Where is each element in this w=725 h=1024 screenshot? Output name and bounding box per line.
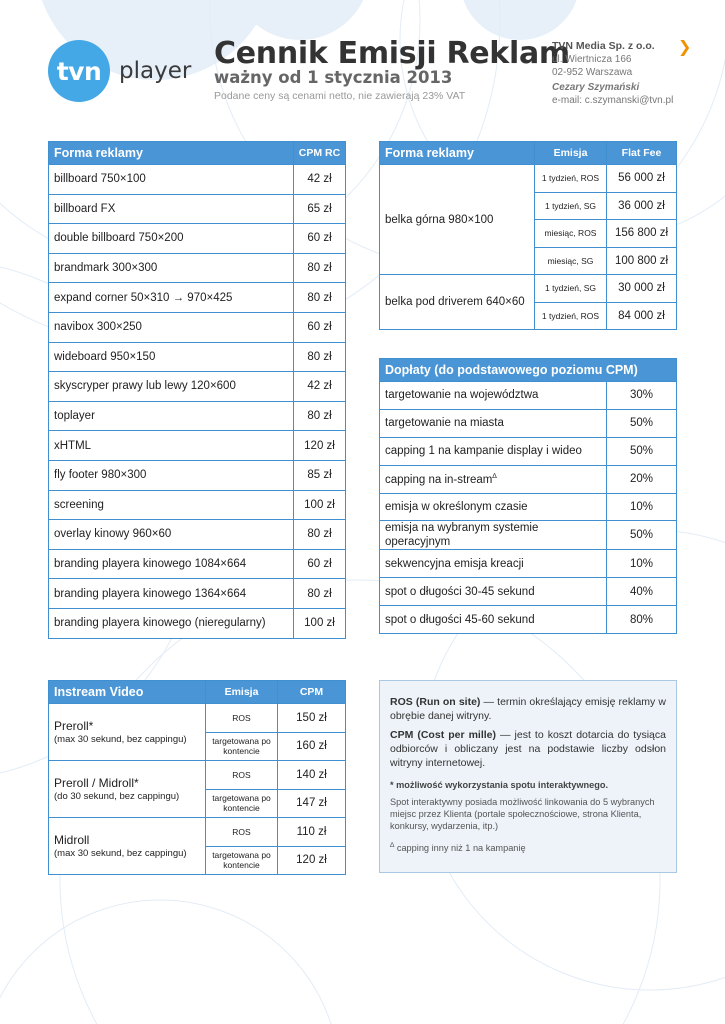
surcharge-name-cell <box>380 382 607 410</box>
cpm-price-cell: 65 zł <box>294 194 346 224</box>
table-row <box>380 465 677 493</box>
logo-product-name: player <box>119 58 192 84</box>
surcharge-name-cell <box>380 578 607 606</box>
instream-video-table <box>48 680 346 875</box>
cpm-price-cell: 80 zł <box>294 342 346 372</box>
surcharge-name: capping 1 na kampanie display i wideo <box>385 445 582 458</box>
form-name-cell: branding playera kinowego 1364×664 <box>49 579 294 609</box>
table-row <box>49 283 346 313</box>
cpm-price-cell: 100 zł <box>294 490 346 520</box>
form-name-cell: screening <box>49 490 294 520</box>
company-city: 02-952 Warszawa <box>552 67 633 78</box>
form-name-cell: branding playera kinowego 1084×664 <box>49 549 294 579</box>
surcharge-value-cell: 50% <box>607 521 677 550</box>
cpm-price-cell: 42 zł <box>294 165 346 195</box>
form-name-cell: overlay kinowy 960×60 <box>49 520 294 550</box>
form-name-cell: wideboard 950×150 <box>49 342 294 372</box>
surcharge-table <box>379 358 677 634</box>
video-format-cell <box>49 761 206 818</box>
cpm-price-cell: 60 zł <box>294 549 346 579</box>
column-header-form: Forma reklamy <box>380 142 535 165</box>
emisja-cell: 1 tydzień, ROS <box>535 165 607 193</box>
ros-definition <box>390 695 666 723</box>
table-row <box>380 550 677 578</box>
table-row <box>49 372 346 402</box>
surcharge-name: emisja na wybranym systemie operacyjnym <box>385 522 539 549</box>
table-row <box>380 409 677 437</box>
interactive-spot-note-text: Spot interaktywny posiada możliwość linkowania do 5 wybranych miejsc przez Klienta (portale społecznościowe, strona Klienta, konkursy, wydarzenia, itp.) <box>390 797 655 831</box>
table-row <box>49 165 346 195</box>
contact-email[interactable]: e-mail: c.szymanski@tvn.pl <box>552 95 674 106</box>
cpm-price-cell: 150 zł <box>278 704 346 733</box>
delta-symbol: ∆ <box>390 842 395 849</box>
table-row <box>49 431 346 461</box>
form-name-cell: billboard 750×100 <box>49 165 294 195</box>
company-name: TVN Media Sp. z o.o. <box>552 40 655 52</box>
table-row <box>49 818 346 847</box>
table-row <box>380 606 677 634</box>
emisja-cell: 1 tydzień, SG <box>535 275 607 303</box>
contact-name: Cezary Szymański <box>552 82 640 93</box>
table-row <box>49 460 346 490</box>
surcharge-name-cell <box>380 550 607 578</box>
cpm-text: — jest to koszt dotarcia do tysiąca odbiorców i obliczany jest na podstawie liczby odsłon witryny internetowej. <box>390 729 666 769</box>
surcharge-name-cell <box>380 437 607 465</box>
surcharge-value-cell: 30% <box>607 382 677 410</box>
table-header-row <box>380 142 677 165</box>
emisja-cell: ROS <box>206 761 278 790</box>
table-row <box>49 549 346 579</box>
interactive-spot-note-title: * możliwość wykorzystania spotu interaktywnego. <box>390 780 609 790</box>
surcharge-name: targetowanie na miasta <box>385 417 504 430</box>
table-row <box>49 761 346 790</box>
page-subtitle: ważny od 1 stycznia 2013 <box>214 68 453 87</box>
flat-fee-cell: 100 800 zł <box>607 247 677 275</box>
flat-fee-cell: 36 000 zł <box>607 192 677 220</box>
surcharge-name-cell <box>380 465 607 493</box>
table-row <box>49 608 346 638</box>
table-row <box>380 521 677 550</box>
delta-marker: ∆ <box>492 472 497 480</box>
form-name-cell: toplayer <box>49 401 294 431</box>
surcharge-name: spot o długości 30-45 sekund <box>385 585 535 598</box>
surcharge-name-cell <box>380 521 607 550</box>
cpm-price-cell: 147 zł <box>278 789 346 818</box>
flat-fee-table <box>379 141 677 330</box>
video-format-name: Preroll / Midroll* <box>54 776 139 790</box>
table-row <box>49 704 346 733</box>
table-row <box>49 490 346 520</box>
table-row <box>49 401 346 431</box>
cpm-price-cell: 100 zł <box>294 608 346 638</box>
table-row <box>380 578 677 606</box>
emisja-cell: 1 tydzień, SG <box>535 192 607 220</box>
column-header-emisja: Emisja <box>535 142 607 165</box>
surcharge-value-cell: 50% <box>607 437 677 465</box>
flat-fee-cell: 156 800 zł <box>607 220 677 248</box>
tvn-logo <box>48 40 110 102</box>
column-header-form: Forma reklamy <box>49 142 294 165</box>
flat-fee-cell: 84 000 zł <box>607 302 677 330</box>
ros-text: — termin określający emisję reklamy w obrębie danej witryny. <box>390 696 666 722</box>
cpm-forms-table <box>48 141 346 639</box>
form-name-cell: skyscryper prawy lub lewy 120×600 <box>49 372 294 402</box>
capping-footnote-text: capping inny niż 1 na kampanię <box>394 843 526 854</box>
cpm-price-cell: 80 zł <box>294 401 346 431</box>
surcharge-value-cell: 40% <box>607 578 677 606</box>
table-row <box>49 194 346 224</box>
table-header-row <box>380 359 677 382</box>
glossary-box <box>379 680 677 873</box>
form-name-cell: double billboard 750×200 <box>49 224 294 254</box>
company-info <box>552 40 673 107</box>
table-row <box>380 275 677 303</box>
logo-text: tvn <box>56 56 102 86</box>
column-header-cpm: CPM RC <box>294 142 346 165</box>
emisja-cell: targetowana po kontencie <box>206 789 278 818</box>
surcharge-value-cell: 20% <box>607 465 677 493</box>
video-format-name: Midroll <box>54 833 90 847</box>
emisja-cell: miesiąc, SG <box>535 247 607 275</box>
surcharge-name: spot o długości 45-60 sekund <box>385 613 535 626</box>
table-row <box>49 342 346 372</box>
form-name-cell: navibox 300×250 <box>49 312 294 342</box>
cpm-price-cell: 140 zł <box>278 761 346 790</box>
table-header-row <box>49 142 346 165</box>
page-title: Cennik Emisji Reklam <box>214 36 570 71</box>
cpm-price-cell: 110 zł <box>278 818 346 847</box>
column-header-instream: Instream Video <box>49 681 206 704</box>
cpm-price-cell: 85 zł <box>294 460 346 490</box>
surcharge-name-cell <box>380 409 607 437</box>
surcharge-value-cell: 80% <box>607 606 677 634</box>
table-row <box>49 579 346 609</box>
surcharge-name: sekwencyjna emisja kreacji <box>385 557 524 570</box>
cpm-price-cell: 80 zł <box>294 520 346 550</box>
table-row <box>49 253 346 283</box>
emisja-cell: targetowana po kontencie <box>206 732 278 761</box>
form-name-cell: belka górna 980×100 <box>380 165 535 275</box>
table-row <box>380 382 677 410</box>
surcharge-name: emisja w określonym czasie <box>385 501 528 513</box>
emisja-cell: miesiąc, ROS <box>535 220 607 248</box>
cpm-price-cell: 120 zł <box>278 846 346 875</box>
form-name-cell: branding playera kinowego (nieregularny) <box>49 608 294 638</box>
cpm-price-cell: 60 zł <box>294 312 346 342</box>
table-row <box>380 165 677 193</box>
form-name-cell: expand corner 50×310 → 970×425 <box>49 283 294 313</box>
table-row <box>380 437 677 465</box>
video-format-cell <box>49 818 206 875</box>
table-row <box>380 493 677 521</box>
video-format-cell <box>49 704 206 761</box>
flat-fee-cell: 56 000 zł <box>607 165 677 193</box>
table-header-row <box>49 681 346 704</box>
emisja-cell: ROS <box>206 704 278 733</box>
cpm-price-cell: 160 zł <box>278 732 346 761</box>
surcharge-value-cell: 10% <box>607 550 677 578</box>
ros-term: ROS (Run on site) <box>390 696 481 708</box>
cpm-price-cell: 42 zł <box>294 372 346 402</box>
form-name-cell: xHTML <box>49 431 294 461</box>
table-row <box>49 224 346 254</box>
surcharge-name-cell <box>380 493 607 521</box>
surcharge-name: capping na in-stream <box>385 473 493 486</box>
cpm-price-cell: 80 zł <box>294 283 346 313</box>
form-name-cell: fly footer 980×300 <box>49 460 294 490</box>
cpm-price-cell: 80 zł <box>294 253 346 283</box>
emisja-cell: 1 tydzień, ROS <box>535 302 607 330</box>
column-header-emisja: Emisja <box>206 681 278 704</box>
emisja-cell: targetowana po kontencie <box>206 846 278 875</box>
form-name-cell: brandmark 300×300 <box>49 253 294 283</box>
surcharge-name: targetowanie na województwa <box>385 389 539 402</box>
emisja-cell: ROS <box>206 818 278 847</box>
cpm-price-cell: 80 zł <box>294 579 346 609</box>
flat-fee-cell: 30 000 zł <box>607 275 677 303</box>
chevron-right-icon[interactable]: ❯ <box>678 39 692 56</box>
surcharge-value-cell: 50% <box>607 409 677 437</box>
column-header-cpm: CPM <box>278 681 346 704</box>
video-format-name: Preroll* <box>54 719 94 733</box>
cpm-definition <box>390 728 666 770</box>
vat-note: Podane ceny są cenami netto, nie zawierają 23% VAT <box>214 90 466 102</box>
cpm-term: CPM (Cost per mille) <box>390 729 496 741</box>
surcharge-header: Dopłaty (do podstawowego poziomu CPM) <box>380 359 677 382</box>
company-street: ul. Wiertnicza 166 <box>552 54 632 65</box>
table-row <box>49 520 346 550</box>
cpm-price-cell: 60 zł <box>294 224 346 254</box>
video-format-desc: (do 30 sekund, bez cappingu) <box>54 791 180 802</box>
cpm-price-cell: 120 zł <box>294 431 346 461</box>
table-row <box>49 312 346 342</box>
column-header-flat-fee: Flat Fee <box>607 142 677 165</box>
surcharge-value-cell: 10% <box>607 493 677 521</box>
surcharge-name-cell <box>380 606 607 634</box>
video-format-desc: (max 30 sekund, bez cappingu) <box>54 848 187 859</box>
video-format-desc: (max 30 sekund, bez cappingu) <box>54 734 187 745</box>
capping-footnote <box>390 840 666 854</box>
form-name-cell: billboard FX <box>49 194 294 224</box>
form-name-cell: belka pod driverem 640×60 <box>380 275 535 330</box>
